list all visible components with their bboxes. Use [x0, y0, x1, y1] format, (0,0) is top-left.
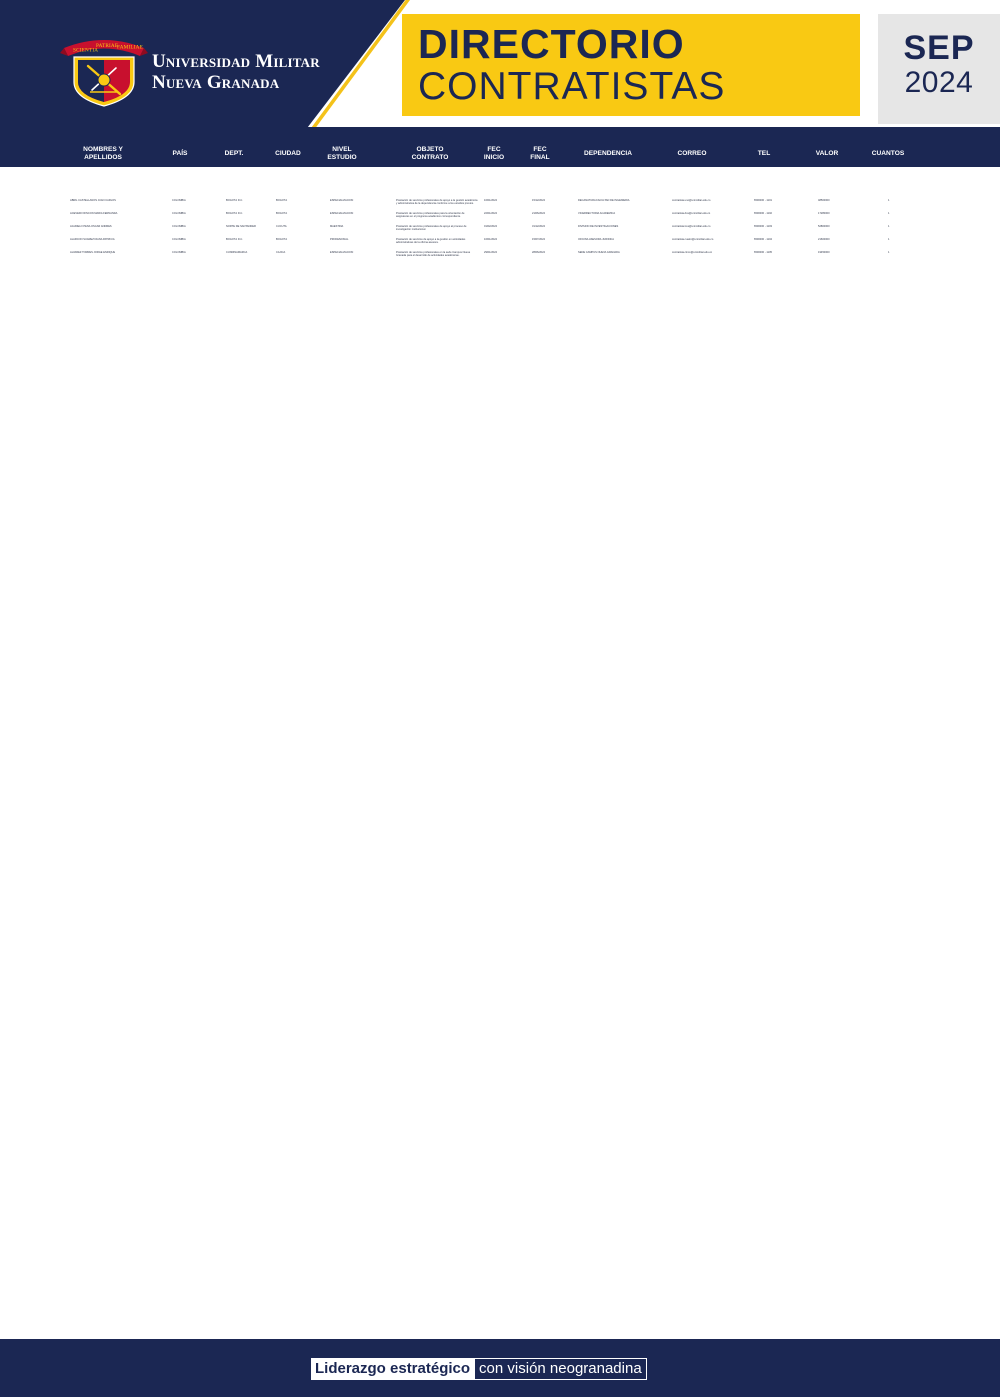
cell-nivel: MAESTRIA	[330, 225, 344, 228]
column-header-fec-final: FEC FINAL	[530, 146, 550, 161]
column-header-nombres: NOMBRES Y APELLIDOS	[83, 146, 123, 161]
cell-tel: 6500000 - 1103	[754, 225, 772, 228]
cell-cuantos: 1	[888, 238, 890, 241]
cell-dependencia: DIVISION DE INVESTIGACIONES	[578, 225, 619, 228]
cell-cuantos: 1	[888, 225, 890, 228]
cell-nivel: ESPECIALIZACION	[330, 199, 354, 202]
slogan-part-1: Liderazgo estratégico	[311, 1358, 474, 1380]
cell-dependencia: OFICINA ASESORA JURIDICA	[578, 238, 615, 241]
column-header-fec-inicio: FEC INICIO	[483, 146, 505, 161]
cell-valor: 19450000	[818, 251, 830, 254]
cell-nombres: ALARCON SUAREZ DIANA PATRICIA	[70, 238, 115, 241]
cell-fec-inicio: 16/01/2024	[484, 238, 497, 241]
cell-pais: COLOMBIA	[172, 238, 186, 241]
cell-nivel: PROFESIONAL	[330, 238, 349, 241]
cell-dept: BOGOTÁ D.C.	[226, 199, 244, 202]
table-row	[0, 250, 1000, 263]
cell-ciudad: BOGOTÁ	[276, 212, 288, 215]
cell-pais: COLOMBIA	[172, 225, 186, 228]
cell-tel: 6500000 - 1105	[754, 251, 772, 254]
table-row	[0, 224, 1000, 237]
cell-fec-inicio: 29/01/2024	[484, 251, 497, 254]
column-header-valor: VALOR	[815, 150, 839, 157]
cell-ciudad: BOGOTÁ	[276, 238, 288, 241]
cell-cuantos: 1	[888, 199, 890, 202]
cell-dept: NORTE DE SANTANDER	[226, 225, 256, 228]
cell-dependencia: VICERRECTORIA ACADEMICA	[578, 212, 616, 215]
university-shield-icon	[60, 26, 148, 108]
university-name-line2: Nueva Granada	[152, 72, 280, 93]
column-header-nivel: NIVEL ESTUDIO	[327, 146, 357, 161]
cell-valor: 21600000	[818, 238, 830, 241]
cell-pais: COLOMBIA	[172, 251, 186, 254]
cell-dept: BOGOTÁ D.C.	[226, 212, 244, 215]
cell-objeto: Prestación de servicios profesionales para la orientación de asignaturas en el programa académico correspondiente.	[396, 212, 465, 218]
cell-nombres: ABRIL CASTELLANOS JUAN CARLOS	[70, 199, 116, 202]
cell-dependencia: DECANATURA FACULTAD DE INGENIERIA	[578, 199, 630, 202]
page-title	[418, 22, 725, 108]
page-title-line1: DIRECTORIO	[418, 21, 685, 67]
cell-dept: CUNDINAMARCA	[226, 251, 248, 254]
ribbon-text-right: FAMILIAE	[117, 44, 143, 51]
column-header-correo: CORREO	[677, 150, 707, 157]
cell-fec-final: 21/06/2024	[532, 212, 545, 215]
cell-valor: 48500000	[818, 199, 830, 202]
cell-nombres: AGUDELO PEÑA OSCAR ANDRES	[70, 225, 112, 228]
cell-fec-final: 31/12/2024	[532, 225, 545, 228]
table-header	[0, 143, 1000, 167]
cell-dept: BOGOTÁ D.C.	[226, 238, 244, 241]
slogan	[311, 1358, 647, 1380]
ribbon-text-left: SCIENTIA	[73, 47, 99, 54]
university-name	[152, 51, 320, 93]
cell-correo[interactable]: contratista.cuatro@unimilitar.edu.co	[672, 238, 714, 241]
cell-nivel: ESPECIALIZACION	[330, 212, 354, 215]
cell-correo[interactable]: contratista.cinco@unimilitar.edu.co	[672, 251, 713, 254]
column-header-pais: PAÍS	[172, 150, 188, 157]
cell-dependencia: SEDE CAMPUS NUEVA GRANADA	[578, 251, 620, 254]
cell-correo[interactable]: contratista.tres@unimilitar.edu.co	[672, 225, 711, 228]
cell-correo[interactable]: contratista.dos@unimilitar.edu.co	[672, 212, 711, 215]
cell-tel: 6500000 - 1104	[754, 238, 772, 241]
column-header-ciudad: CIUDAD	[275, 150, 301, 157]
column-header-cuantos: CUANTOS	[871, 150, 905, 157]
cell-tel: 6500000 - 1101	[754, 199, 772, 202]
page-footer	[0, 1339, 1000, 1397]
column-header-tel: TEL	[757, 150, 771, 157]
cell-fec-final: 15/07/2024	[532, 238, 545, 241]
cell-correo[interactable]: contratista.uno@unimilitar.edu.co	[672, 199, 711, 202]
cell-cuantos: 1	[888, 251, 890, 254]
table-row	[0, 211, 1000, 224]
column-header-objeto: OBJETO CONTRATO	[411, 146, 449, 161]
cell-objeto: Prestación de servicios de apoyo a la gestión en actividades administrativas de la oficina asesora.	[396, 238, 466, 244]
cell-valor: 52800000	[818, 225, 830, 228]
cell-ciudad: CAJICA	[276, 251, 286, 254]
cell-objeto: Prestación de servicios profesionales de apoyo a la gestión académica y administrativa de la dependencia conforme a los estudios previos.	[396, 199, 478, 205]
cell-valor: 17280000	[818, 212, 830, 215]
cell-nombres: ACEVEDO RINCON MARIA FERNANDA	[70, 212, 118, 215]
cell-fec-inicio: 01/02/2024	[484, 225, 497, 228]
cell-ciudad: CUCUTA	[276, 225, 287, 228]
period-badge	[880, 30, 998, 100]
period-year: 2024	[904, 66, 974, 99]
period-month: SEP	[903, 29, 975, 67]
cell-fec-inicio: 22/01/2024	[484, 212, 497, 215]
university-name-line1: Universidad Militar	[152, 51, 320, 72]
column-header-dept: DEPT.	[224, 150, 244, 157]
cell-objeto: Prestación de servicios profesionales en la sede Campus Nueva Granada para el desarrollo de actividades académicas.	[396, 251, 471, 257]
cell-pais: COLOMBIA	[172, 199, 186, 202]
cell-ciudad: BOGOTÁ	[276, 199, 288, 202]
cell-fec-inicio: 16/01/2024	[484, 199, 497, 202]
cell-tel: 6500000 - 1102	[754, 212, 772, 215]
ribbon-text-mid: PATRIAE	[96, 42, 119, 49]
cell-objeto: Prestación de servicios profesionales de apoyo al proceso de investigación institucional.	[396, 225, 467, 231]
cell-fec-final: 28/06/2024	[532, 251, 545, 254]
header-bottom-band	[0, 127, 1000, 143]
cell-nombres: ALVAREZ TORRES JORGE ENRIQUE	[70, 251, 116, 254]
table-row	[0, 198, 1000, 211]
cell-fec-final: 15/12/2024	[532, 199, 545, 202]
column-header-dependencia: DEPENDENCIA	[584, 150, 632, 157]
cell-nivel: ESPECIALIZACION	[330, 251, 354, 254]
page-title-line2: CONTRATISTAS	[418, 65, 726, 108]
table-row	[0, 237, 1000, 250]
slogan-part-2: con visión neogranadina	[474, 1358, 647, 1380]
cell-pais: COLOMBIA	[172, 212, 186, 215]
page-header	[0, 0, 1000, 143]
contractor-table	[0, 170, 1000, 1310]
cell-cuantos: 1	[888, 212, 890, 215]
